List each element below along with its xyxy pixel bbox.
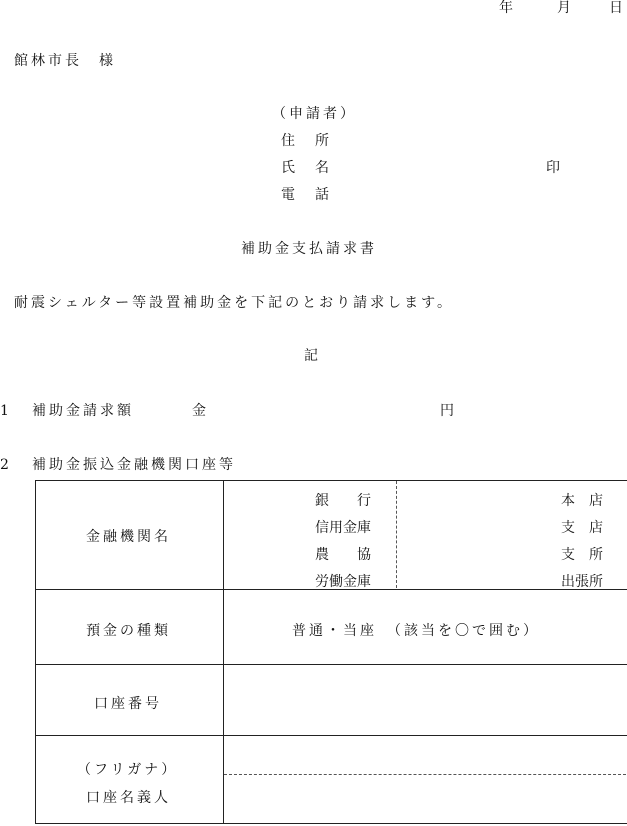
addressee: 館林市長 様 bbox=[14, 53, 116, 69]
bank-type-shinkin: 信用金庫 bbox=[315, 520, 371, 536]
deposit-type-label: 預金の種類 bbox=[86, 623, 171, 639]
branch-type-office: 支 所 bbox=[561, 547, 603, 563]
item2-number: 2 bbox=[0, 457, 9, 473]
branch-type-list bbox=[561, 488, 603, 596]
branch-type-main: 本 店 bbox=[561, 493, 603, 509]
applicant-header: （申請者） bbox=[272, 106, 357, 122]
branch-type-agency: 出張所 bbox=[561, 574, 603, 590]
item2-label: 補助金振込金融機関口座等 bbox=[32, 457, 236, 473]
applicant-address-label: 住 所 bbox=[281, 133, 332, 149]
item1-number: 1 bbox=[0, 403, 9, 419]
date-day-label: 日 bbox=[609, 0, 623, 16]
bank-type-list bbox=[315, 488, 371, 596]
document-title: 補助金支払請求書 bbox=[241, 241, 377, 257]
item1-kin: 金 bbox=[192, 403, 206, 419]
bank-type-bank: 銀 行 bbox=[315, 493, 371, 509]
table-row-divider-3 bbox=[35, 735, 627, 736]
deposit-type-value: 普通・当座 （該当を〇で囲む） bbox=[292, 623, 540, 639]
table-row-divider-2 bbox=[35, 664, 627, 665]
date-year-label: 年 bbox=[499, 0, 513, 16]
ki-label: 記 bbox=[304, 348, 318, 364]
table-column-divider bbox=[223, 480, 224, 824]
bank-type-divider bbox=[396, 481, 397, 588]
furigana-divider bbox=[224, 774, 626, 775]
seal-mark: 印 bbox=[546, 160, 560, 176]
applicant-phone-label: 電 話 bbox=[281, 187, 332, 203]
applicant-name-label: 氏 名 bbox=[281, 160, 332, 176]
account-number-label: 口座番号 bbox=[94, 696, 162, 712]
item1-yen: 円 bbox=[440, 403, 454, 419]
branch-type-branch: 支 店 bbox=[561, 520, 603, 536]
request-statement: 耐震シェルター等設置補助金を下記のとおり請求します。 bbox=[14, 295, 455, 311]
bank-type-nokyo: 農 協 bbox=[315, 547, 371, 563]
bank-type-rokin: 労働金庫 bbox=[315, 574, 371, 590]
date-month-label: 月 bbox=[557, 0, 571, 16]
furigana-label: （フリガナ） bbox=[77, 762, 179, 778]
bank-name-label: 金融機関名 bbox=[86, 529, 171, 545]
item1-label: 補助金請求額 bbox=[32, 403, 134, 419]
account-holder-label: 口座名義人 bbox=[86, 790, 171, 806]
